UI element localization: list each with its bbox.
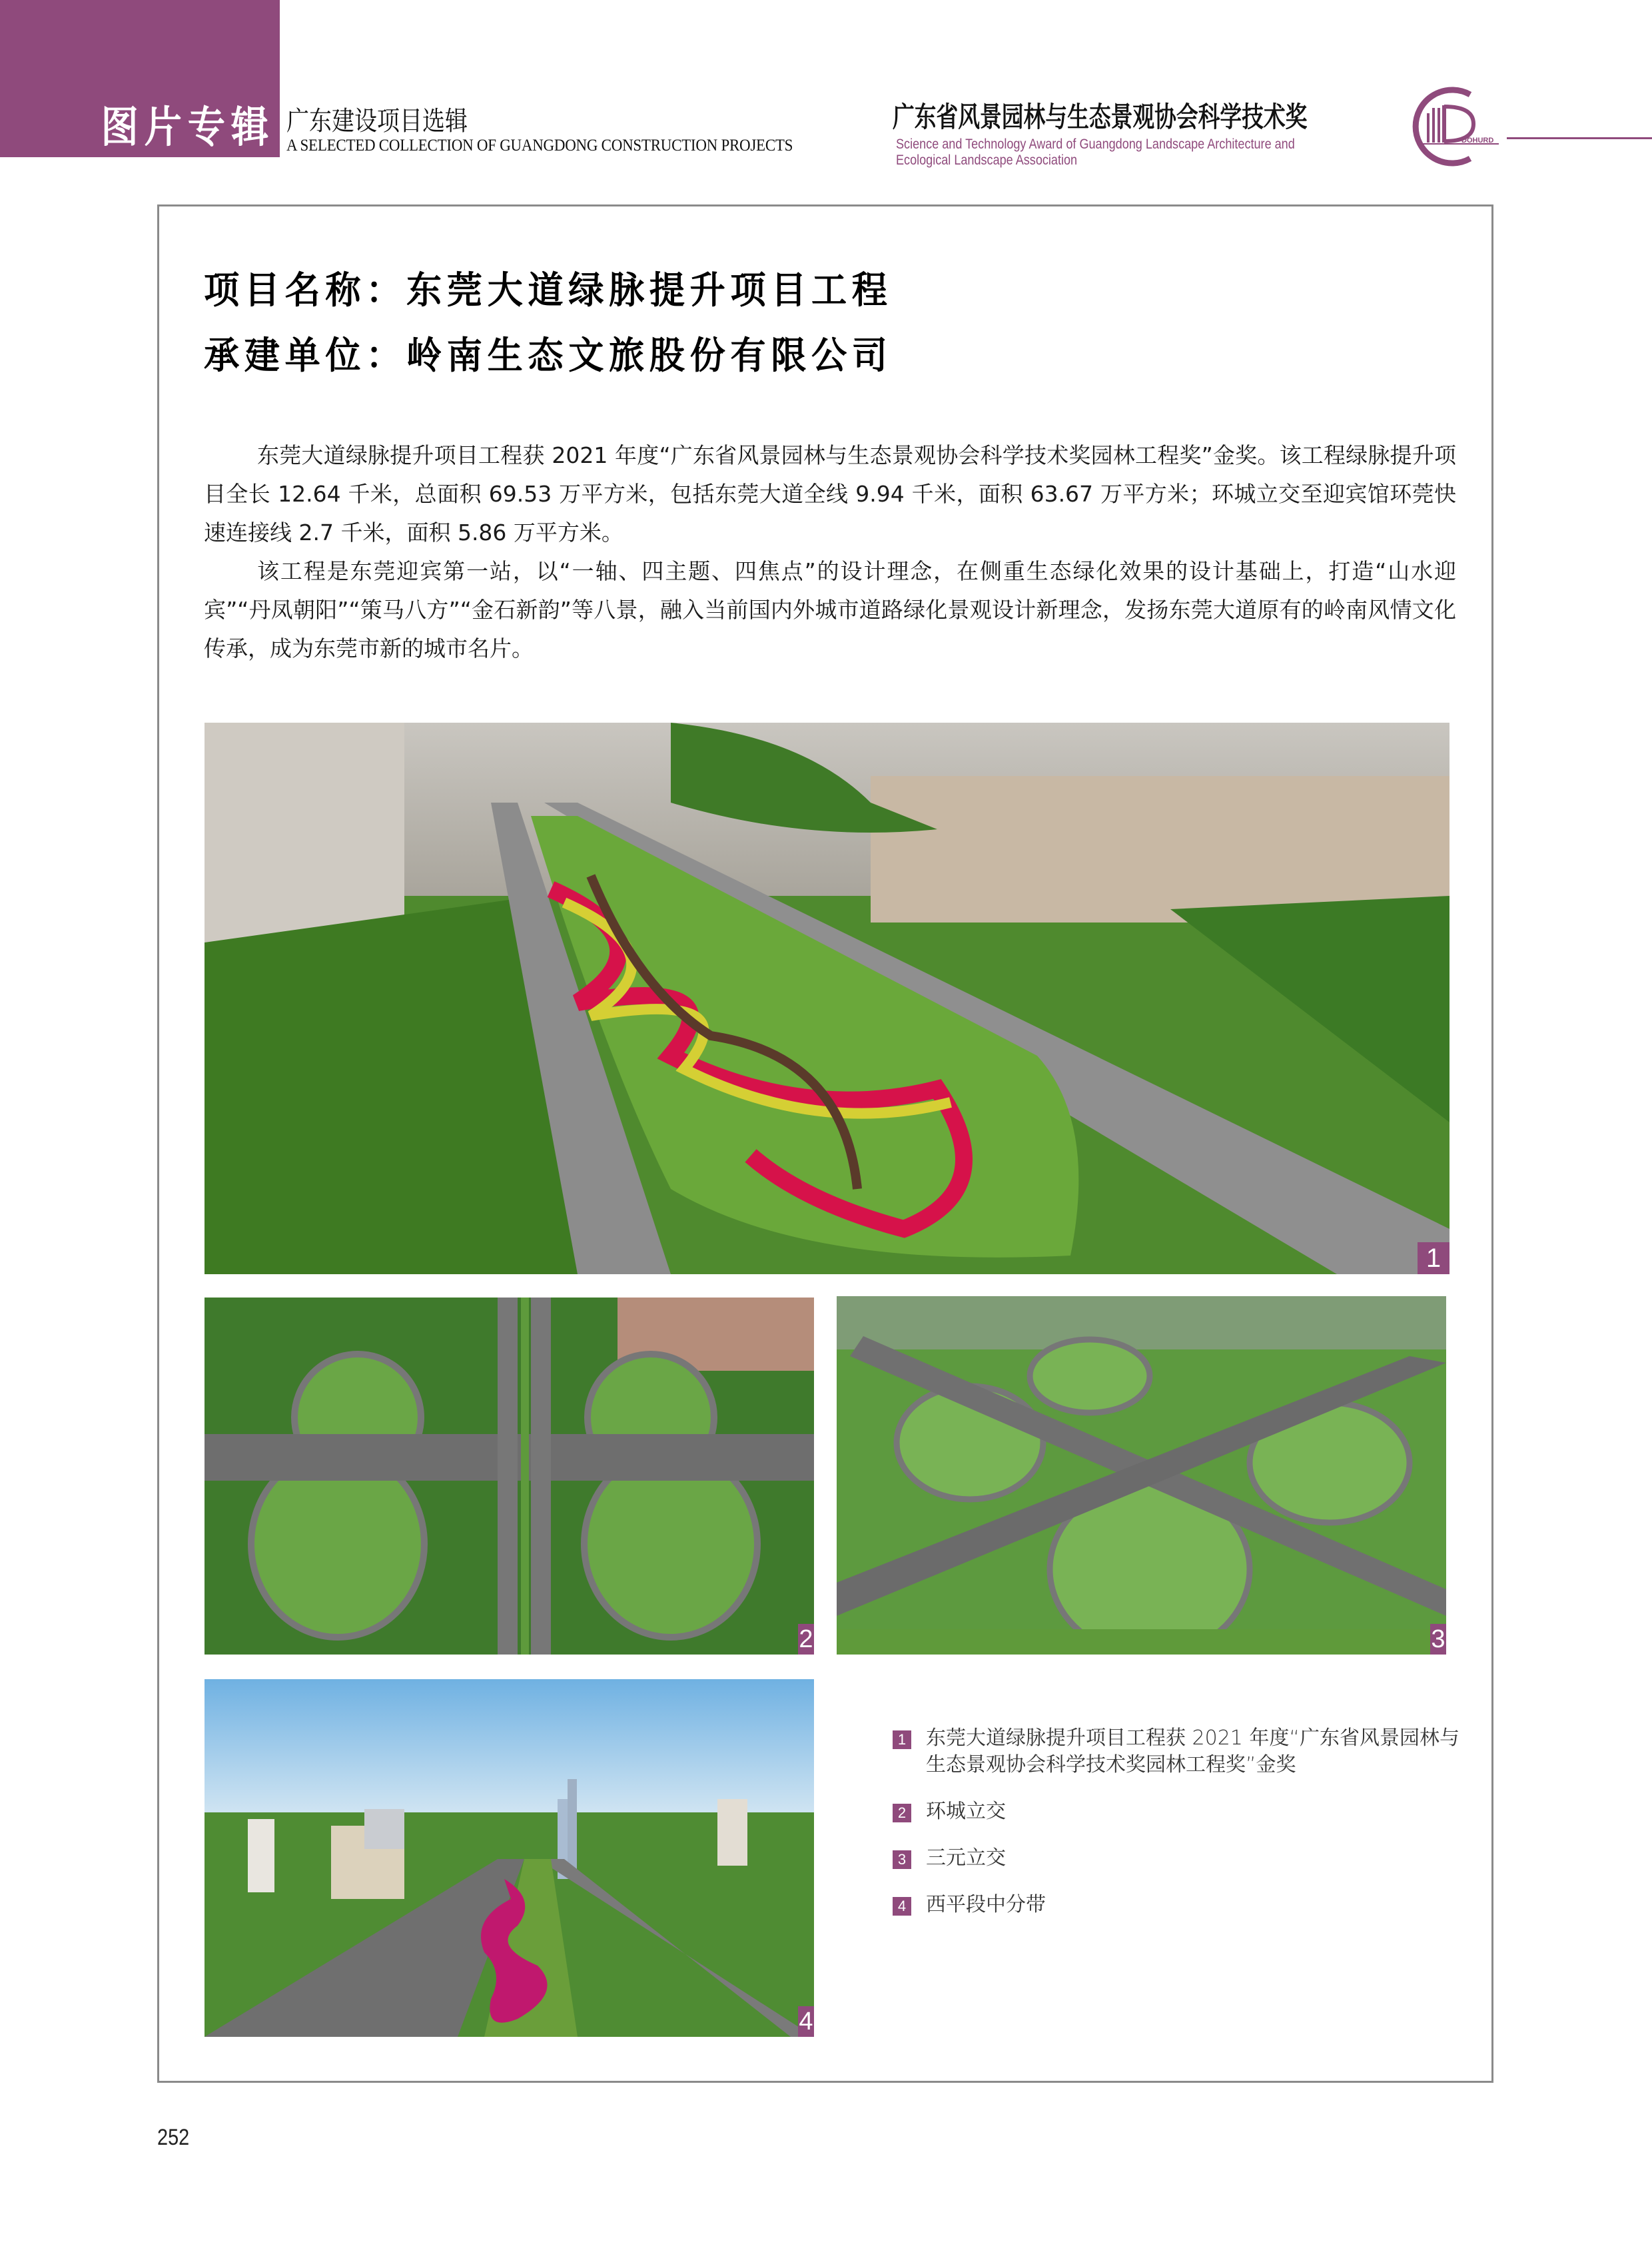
builder-name: 承建单位：岭南生态文旅股份有限公司	[204, 334, 893, 378]
caption-item	[893, 1892, 1465, 1918]
header-rule	[1507, 137, 1652, 139]
caption-text: 三元立交	[926, 1846, 1006, 1870]
photo-number-badge: 4	[799, 2008, 813, 2036]
photo-2-cloverleaf-interchange	[205, 1298, 814, 1655]
association-logo-icon	[1407, 87, 1500, 167]
svg-text:DOHURD: DOHURD	[1461, 137, 1494, 145]
project-description	[204, 436, 1456, 668]
section-header-block	[0, 0, 280, 157]
caption-text: 西平段中分带	[926, 1893, 1046, 1916]
caption-number: 2	[893, 1804, 911, 1822]
photo-1-median-aerial	[205, 723, 1449, 1274]
series-title-en: A SELECTED COLLECTION OF GUANGDONG CONSTRUCTION PROJECTS	[286, 137, 793, 155]
caption-number: 3	[893, 1850, 911, 1869]
photo-number-badge: 1	[1418, 1242, 1449, 1274]
paragraph: 该工程是东莞迎宾第一站，以“一轴、四主题、四焦点”的设计理念，在侧重生态绿化效果的设计基础上，打造“山水迎宾”“丹凤朝阳”“策马八方”“金石新韵”等八景，融入当前国内外城市道路绿化景观设计新理念，发扬东莞大道原有的岭南风情文化传承，成为东莞市新的城市名片。	[204, 558, 1456, 661]
caption-item	[893, 1725, 1465, 1778]
caption-item	[893, 1798, 1465, 1825]
caption-text: 环城立交	[926, 1800, 1006, 1823]
award-title-cn: 广东省风景园林与生态景观协会科学技术奖	[893, 101, 1308, 133]
caption-number: 4	[893, 1897, 911, 1916]
section-label: 图片专辑	[101, 103, 274, 153]
photo-3-diagonal-interchange	[837, 1296, 1446, 1655]
caption-text: 东莞大道绿脉提升项目工程获 2021 年度“广东省风景园林与生态景观协会科学技术奖园林工程奖”金奖	[926, 1726, 1459, 1776]
award-title-en: Science and Technology Award of Guangdong Landscape Architecture and Ecological Landscape Association	[896, 137, 1295, 168]
caption-number: 1	[893, 1730, 911, 1749]
page-number: 252	[157, 2125, 190, 2150]
project-name: 项目名称：东莞大道绿脉提升项目工程	[204, 269, 893, 312]
series-title-cn: 广东建设项目选辑	[286, 106, 468, 137]
photo-number-badge: 3	[1431, 1625, 1446, 1653]
caption-item	[893, 1845, 1465, 1872]
photo-captions	[893, 1725, 1465, 1938]
paragraph: 东莞大道绿脉提升项目工程获 2021 年度“广东省风景园林与生态景观协会科学技术奖园林工程奖”金奖。该工程绿脉提升项目全长 12.64 千米，总面积 69.53 万平方米，包括东莞大道全线 9.94 千米，面积 63.67 万平方米；环城立交至迎宾馆环莞快速连接线 2.7 千米，面积 5.86 万平方米。	[204, 442, 1456, 546]
photo-4-median-flowerbed	[205, 1679, 814, 2037]
photo-number-badge: 2	[799, 1625, 813, 1653]
